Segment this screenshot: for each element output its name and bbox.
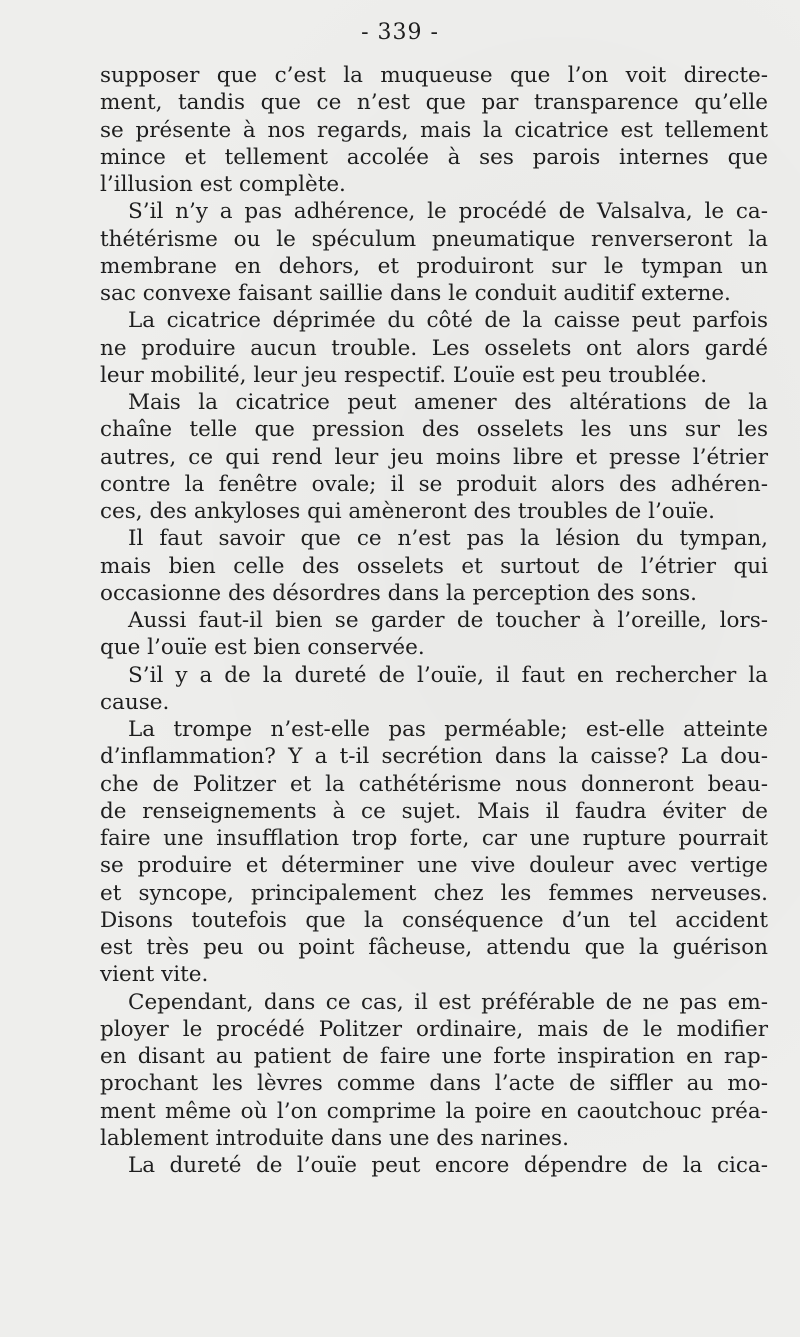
text-line: lablement introduite dans une des narines. xyxy=(100,1125,569,1151)
text-line: La cicatrice déprimée du côté de la caisse peut parfois xyxy=(128,308,768,334)
paragraph xyxy=(100,989,768,1153)
text-line: Mais la cicatrice peut amener des altérations de la xyxy=(128,390,768,415)
text-line: supposer que c’est la muqueuse que l’on voit directe- xyxy=(100,63,768,88)
text-line: vient vite. xyxy=(100,962,209,988)
text-line: mais bien celle des osselets et surtout de l’étrier qui xyxy=(100,553,768,579)
text-line: prochant les lèvres comme dans l’acte de siffler au mo- xyxy=(100,1071,768,1097)
text-line: Disons toutefois que la conséquence d’un tel accident xyxy=(100,907,768,933)
text-line: leur mobilité, leur jeu respectif. L’ouïe est peu troublée. xyxy=(100,362,708,388)
text-line: se présente à nos regards, mais la cicatrice est tellement xyxy=(100,117,768,143)
text-line: de renseignements à ce sujet. Mais il faudra éviter de xyxy=(100,798,768,824)
page-number: - 339 - xyxy=(361,20,439,45)
body-text xyxy=(100,62,768,1179)
text-line: l’illusion est complète. xyxy=(100,172,346,197)
text-line: cause. xyxy=(100,689,170,715)
paragraph xyxy=(100,662,768,717)
paragraph xyxy=(100,716,768,989)
text-line: sac convexe faisant saillie dans le conduit auditif externe. xyxy=(100,281,731,306)
paragraph xyxy=(100,607,768,662)
text-line: S’il n’y a pas adhérence, le procédé de Valsalva, le ca- xyxy=(128,199,768,225)
text-line: faire une insufflation trop forte, car une rupture pourrait xyxy=(100,826,768,851)
text-line: membrane en dehors, et produiront sur le tympan un xyxy=(100,253,768,279)
text-line: La dureté de l’ouïe peut encore dépendre de la cica- xyxy=(128,1153,768,1178)
text-line: ne produire aucun trouble. Les osselets ont alors gardé xyxy=(100,335,768,361)
text-line: ment, tandis que ce n’est que par transparence qu’elle xyxy=(100,90,768,116)
text-line: ployer le procédé Politzer ordinaire, mais de le modifier xyxy=(100,1016,768,1042)
text-line: autres, ce qui rend leur jeu moins libre et presse l’étrier xyxy=(100,444,768,470)
text-line: et syncope, principalement chez les femmes nerveuses. xyxy=(100,880,768,906)
text-line: che de Politzer et la cathétérisme nous donneront beau- xyxy=(100,771,768,797)
text-line: Cependant, dans ce cas, il est préférable de ne pas em- xyxy=(128,989,768,1015)
text-line: chaîne telle que pression des osselets les uns sur les xyxy=(100,417,768,443)
text-line: est très peu ou point fâcheuse, attendu que la guérison xyxy=(100,935,768,960)
text-line: que l’ouïe est bien conservée. xyxy=(100,635,425,661)
paragraph xyxy=(100,198,768,307)
text-line: contre la fenêtre ovale; il se produit alors des adhéren- xyxy=(100,471,768,497)
paragraph xyxy=(100,307,768,389)
text-line: d’inflammation? Y a t-il secrétion dans la caisse? La dou- xyxy=(100,744,768,770)
text-line: ment même où l’on comprime la poire en caoutchouc préa- xyxy=(100,1098,768,1124)
paragraph xyxy=(100,389,768,525)
text-line: ces, des ankyloses qui amèneront des troubles de l’ouïe. xyxy=(100,499,716,524)
text-line: La trompe n’est-elle pas perméable; est-elle atteinte xyxy=(128,717,768,742)
text-line: occasionne des désordres dans la perception des sons. xyxy=(100,580,697,606)
text-line: se produire et déterminer une vive douleur avec vertige xyxy=(100,853,768,879)
text-line: S’il y a de la dureté de l’ouïe, il faut en rechercher la xyxy=(128,662,768,688)
paragraph xyxy=(100,525,768,607)
text-line: thétérisme ou le spéculum pneumatique renverseront la xyxy=(100,226,768,252)
text-line: Aussi faut-il bien se garder de toucher à l’oreille, lors- xyxy=(128,608,768,633)
text-line: mince et tellement accolée à ses parois internes que xyxy=(100,144,768,170)
text-line: Il faut savoir que ce n’est pas la lésion du tympan, xyxy=(128,526,768,552)
paragraph xyxy=(100,62,768,198)
paragraph xyxy=(100,1152,768,1179)
text-line: en disant au patient de faire une forte inspiration en rap- xyxy=(100,1044,768,1069)
